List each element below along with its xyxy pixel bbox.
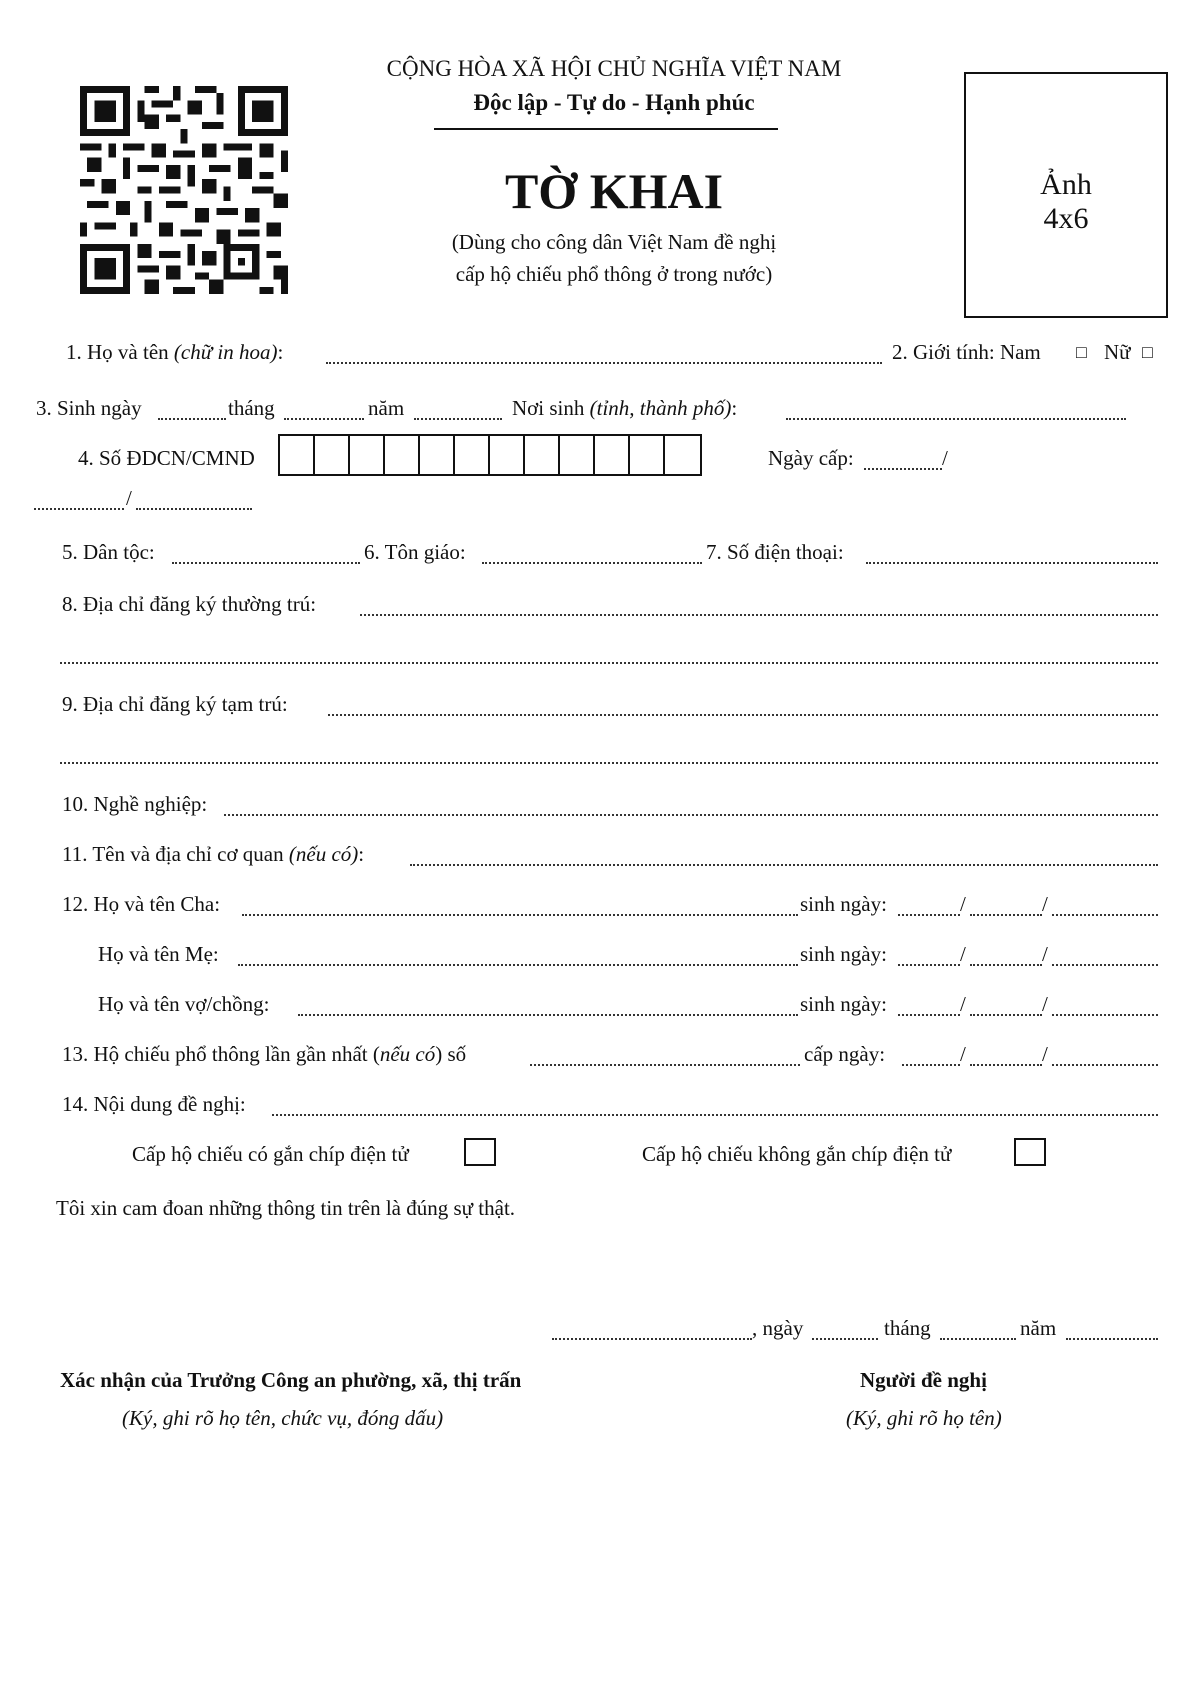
- permanent-address-label: 8. Địa chỉ đăng ký thường trú:: [62, 592, 317, 616]
- previous-passport-year-field[interactable]: [1052, 1064, 1158, 1066]
- nation-header: CỘNG HÒA XÃ HỘI CHỦ NGHĨA VIỆT NAM: [386, 56, 842, 81]
- father-name-label: 12. Họ và tên Cha:: [62, 892, 221, 916]
- previous-passport-month-field[interactable]: [970, 1064, 1042, 1066]
- id-number-cell[interactable]: [490, 436, 525, 474]
- occupation-field[interactable]: [224, 814, 1158, 816]
- birth-month-label: tháng: [228, 396, 275, 420]
- birth-month-field[interactable]: [284, 418, 364, 420]
- temporary-address-field[interactable]: [328, 714, 1158, 716]
- mother-dob-month-field[interactable]: [970, 964, 1042, 966]
- issue-month-field[interactable]: [34, 508, 124, 510]
- permanent-address-field-line2[interactable]: [60, 662, 1158, 664]
- id-number-cell[interactable]: [455, 436, 490, 474]
- sign-month-label: tháng: [884, 1316, 931, 1340]
- id-number-label: 4. Số ĐDCN/CMND: [78, 446, 255, 470]
- form-subtitle-line2: cấp hộ chiếu phổ thông ở trong nước): [455, 262, 773, 286]
- issue-year-field[interactable]: [136, 508, 252, 510]
- previous-passport-slash-2: /: [1042, 1042, 1048, 1066]
- form-subtitle-line1: (Dùng cho công dân Việt Nam đề nghị: [451, 230, 777, 254]
- temporary-address-label: 9. Địa chỉ đăng ký tạm trú:: [62, 692, 288, 716]
- previous-passport-issue-label: cấp ngày:: [804, 1042, 886, 1066]
- police-confirmation-title: Xác nhận của Trưởng Công an phường, xã, thị trấn: [60, 1368, 522, 1392]
- father-name-field[interactable]: [242, 914, 798, 916]
- permanent-address-field[interactable]: [360, 614, 1158, 616]
- previous-passport-slash-1: /: [960, 1042, 966, 1066]
- birth-place-label: Nơi sinh (tỉnh, thành phố):: [512, 396, 738, 420]
- spouse-name-label: Họ và tên vợ/chồng:: [98, 992, 270, 1016]
- issue-day-field[interactable]: [864, 468, 942, 470]
- father-dob-year-field[interactable]: [1052, 914, 1158, 916]
- father-dob-day-field[interactable]: [898, 914, 960, 916]
- birth-place-field[interactable]: [786, 418, 1126, 420]
- ethnicity-field[interactable]: [172, 562, 360, 564]
- sign-place-field[interactable]: [552, 1338, 752, 1340]
- sign-day-label: , ngày: [752, 1316, 804, 1340]
- workplace-label: 11. Tên và địa chỉ cơ quan (nếu có):: [62, 842, 365, 866]
- spouse-dob-day-field[interactable]: [898, 1014, 960, 1016]
- id-number-cell[interactable]: [350, 436, 385, 474]
- previous-passport-day-field[interactable]: [902, 1064, 960, 1066]
- non-chip-passport-label: Cấp hộ chiếu không gắn chíp điện tử: [642, 1142, 952, 1166]
- photo-label-line1: Ảnh: [1040, 168, 1092, 201]
- id-number-cell[interactable]: [665, 436, 700, 474]
- photo-placeholder: [964, 72, 1168, 318]
- spouse-dob-slash-1: /: [960, 992, 966, 1016]
- father-dob-label: sinh ngày:: [800, 892, 887, 916]
- full-name-label: 1. Họ và tên (chữ in hoa):: [66, 340, 284, 364]
- id-number-cell[interactable]: [315, 436, 350, 474]
- female-label: Nữ: [1104, 340, 1131, 364]
- father-dob-slash-1: /: [960, 892, 966, 916]
- workplace-field[interactable]: [410, 864, 1158, 866]
- chip-passport-label: Cấp hộ chiếu có gắn chíp điện tử: [132, 1142, 409, 1166]
- phone-field[interactable]: [866, 562, 1158, 564]
- id-number-cell[interactable]: [560, 436, 595, 474]
- photo-label-line2: 4x6: [1043, 202, 1089, 235]
- issue-date-label: Ngày cấp:: [768, 446, 854, 470]
- police-confirmation-note: (Ký, ghi rõ họ tên, chức vụ, đóng dấu): [122, 1406, 444, 1430]
- mother-dob-day-field[interactable]: [898, 964, 960, 966]
- id-number-cell[interactable]: [525, 436, 560, 474]
- previous-passport-number-field[interactable]: [530, 1064, 800, 1066]
- spouse-dob-month-field[interactable]: [970, 1014, 1042, 1016]
- mother-name-field[interactable]: [238, 964, 798, 966]
- temporary-address-field-line2[interactable]: [60, 762, 1158, 764]
- id-number-boxes[interactable]: [278, 434, 702, 476]
- religion-label: 6. Tôn giáo:: [364, 540, 466, 564]
- full-name-field[interactable]: [326, 362, 882, 364]
- id-number-cell[interactable]: [420, 436, 455, 474]
- spouse-dob-slash-2: /: [1042, 992, 1048, 1016]
- non-chip-passport-checkbox[interactable]: [1014, 1138, 1046, 1166]
- ethnicity-label: 5. Dân tộc:: [62, 540, 155, 564]
- id-number-cell[interactable]: [630, 436, 665, 474]
- birth-year-field[interactable]: [414, 418, 502, 420]
- male-checkbox[interactable]: □: [1076, 342, 1087, 362]
- motto: Độc lập - Tự do - Hạnh phúc: [473, 90, 755, 115]
- id-number-cell[interactable]: [385, 436, 420, 474]
- commitment-statement: Tôi xin cam đoan những thông tin trên là đúng sự thật.: [56, 1196, 516, 1220]
- applicant-title: Người đề nghị: [860, 1368, 987, 1392]
- birth-year-label: năm: [368, 396, 405, 420]
- motto-underline: [434, 128, 778, 130]
- spouse-dob-year-field[interactable]: [1052, 1014, 1158, 1016]
- gender-label: 2. Giới tính: Nam: [892, 340, 1041, 364]
- mother-dob-label: sinh ngày:: [800, 942, 887, 966]
- request-content-label: 14. Nội dung đề nghị:: [62, 1092, 246, 1116]
- birth-day-field[interactable]: [158, 418, 226, 420]
- form-title: TỜ KHAI: [504, 163, 724, 219]
- spouse-dob-label: sinh ngày:: [800, 992, 887, 1016]
- religion-field[interactable]: [482, 562, 702, 564]
- mother-dob-year-field[interactable]: [1052, 964, 1158, 966]
- female-checkbox[interactable]: □: [1142, 342, 1153, 362]
- mother-dob-slash-2: /: [1042, 942, 1048, 966]
- issue-slash-2: /: [126, 486, 132, 510]
- father-dob-month-field[interactable]: [970, 914, 1042, 916]
- occupation-label: 10. Nghề nghiệp:: [62, 792, 208, 816]
- request-content-field[interactable]: [272, 1114, 1158, 1116]
- birth-day-label: 3. Sinh ngày: [36, 396, 142, 420]
- sign-day-field[interactable]: [812, 1338, 878, 1340]
- sign-month-field[interactable]: [940, 1338, 1016, 1340]
- father-dob-slash-2: /: [1042, 892, 1048, 916]
- mother-name-label: Họ và tên Mẹ:: [98, 942, 219, 966]
- chip-passport-checkbox[interactable]: [464, 1138, 496, 1166]
- sign-year-label: năm: [1020, 1316, 1057, 1340]
- id-number-cell[interactable]: [595, 436, 630, 474]
- applicant-note: (Ký, ghi rõ họ tên): [846, 1406, 1002, 1430]
- sign-year-field[interactable]: [1066, 1338, 1158, 1340]
- phone-label: 7. Số điện thoại:: [706, 540, 844, 564]
- issue-slash-1: /: [942, 446, 948, 470]
- previous-passport-label: 13. Hộ chiếu phổ thông lần gần nhất (nếu có) số: [62, 1042, 467, 1066]
- id-number-cell[interactable]: [280, 436, 315, 474]
- spouse-name-field[interactable]: [298, 1014, 798, 1016]
- mother-dob-slash-1: /: [960, 942, 966, 966]
